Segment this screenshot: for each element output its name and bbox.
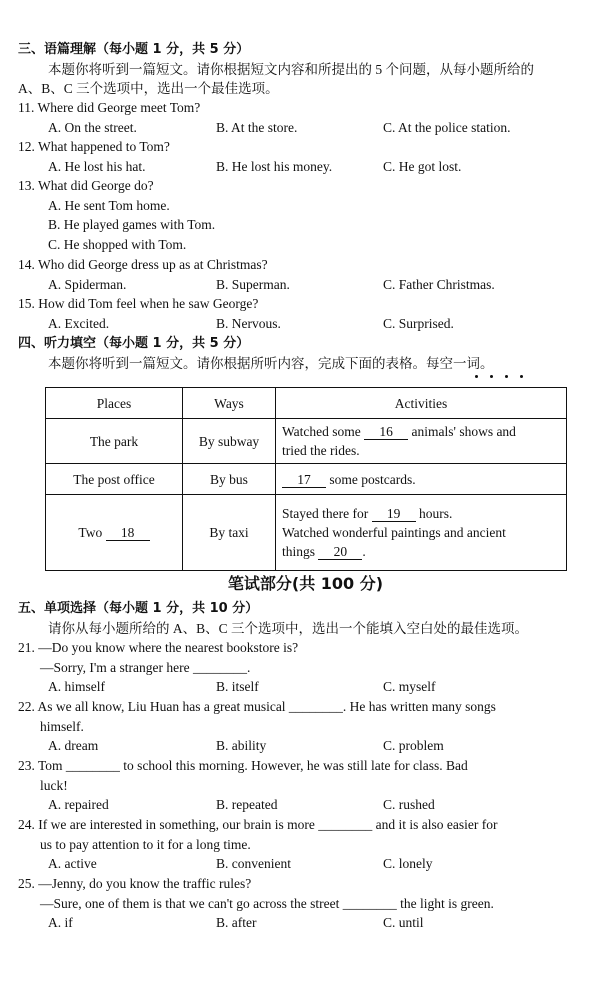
option-c: C. until [383,915,424,930]
blank-19[interactable]: 19 [372,507,416,522]
place-cell: The park [46,419,183,464]
place-text: Two [78,525,103,540]
blank-16[interactable]: 16 [364,425,408,440]
section5-instruction: 请你从每小题所给的 A、B、C 三个选项中，选出一个能填入空白处的最佳选项。 [48,621,529,636]
option-a: A. active [48,856,97,871]
option-c: C. lonely [383,856,433,871]
option-a: A. He sent Tom home. [48,198,170,213]
option-a: A. if [48,915,73,930]
activity-cell [276,419,567,464]
question-22: 22. As we all know, Liu Huan has a great musical ________. He has written many songs [18,699,496,714]
section4-heading: 四、听力填空（每小题 1 分，共 5 分） [18,336,250,351]
way-cell: By subway [183,419,276,464]
option-b: B. itself [216,679,259,694]
way-cell: By taxi [183,495,276,571]
option-a: A. Excited. [48,316,110,331]
option-c: C. myself [383,679,436,694]
option-a: A. He lost his hat. [48,159,146,174]
option-a: A. repaired [48,797,109,812]
way-cell: By bus [183,464,276,495]
question-22-line2: himself. [40,719,84,734]
listening-table [45,387,567,571]
option-b: B. convenient [216,856,291,871]
option-c: C. rushed [383,797,435,812]
activity-text: . [362,544,366,559]
activity-text: hours. [418,506,453,521]
emphasis-dot [505,375,508,378]
activity-cell [276,495,567,571]
option-c: C. He got lost. [383,159,462,174]
question-12: 12. What happened to Tom? [18,139,170,154]
option-b: B. Superman. [216,277,290,292]
option-c: C. Surprised. [383,316,454,331]
emphasis-dot [520,375,523,378]
table-row [46,495,567,571]
header-places: Places [46,388,183,419]
section4-instruction: 本题你将听到一篇短文。请你根据所听内容，完成下面的表格。每空一词。 [48,356,494,371]
activity-text: Watched wonderful paintings and ancient [282,525,506,540]
place-cell: The post office [46,464,183,495]
option-c: C. He shopped with Tom. [48,237,187,252]
blank-17[interactable]: 17 [282,473,326,488]
activity-text: Watched some [282,424,361,439]
option-a: A. himself [48,679,105,694]
option-a: A. Spiderman. [48,277,127,292]
activity-text: things [282,544,316,559]
table-row [46,464,567,495]
emphasis-dot [490,375,493,378]
emphasis-dot [475,375,478,378]
question-24: 24. If we are interested in something, our brain is more ________ and it is also easier for [18,817,498,832]
option-a: A. On the street. [48,120,137,135]
activity-cell [276,464,567,495]
header-ways: Ways [183,388,276,419]
question-24-line2: us to pay attention to it for a long time. [40,837,251,852]
section3-instruction: A、B、C 三个选项中，选出一个最佳选项。 [18,81,279,96]
activity-text: Stayed there for [282,506,369,521]
activity-text: some postcards. [329,471,416,487]
option-b: B. after [216,915,257,930]
question-13: 13. What did George do? [18,178,154,193]
question-11: 11. Where did George meet Tom? [18,100,201,115]
blank-20[interactable]: 20 [318,545,362,560]
question-15: 15. How did Tom feel when he saw George? [18,296,259,311]
header-activities: Activities [276,388,567,419]
question-21: 21. —Do you know where the nearest bookstore is? [18,640,299,655]
option-c: C. At the police station. [383,120,511,135]
table-header-row [46,388,567,419]
blank-18[interactable]: 18 [106,526,150,541]
table-row [46,419,567,464]
option-c: C. Father Christmas. [383,277,495,292]
question-14: 14. Who did George dress up as at Christmas? [18,257,268,272]
written-part-title: 笔试部分(共 100 分) [227,574,384,593]
option-b: B. ability [216,738,267,753]
activity-text: tried the rides. [282,443,360,458]
section5-heading: 五、单项选择（每小题 1 分，共 10 分） [18,601,259,616]
option-b: B. He played games with Tom. [48,217,216,232]
option-a: A. dream [48,738,99,753]
option-b: B. repeated [216,797,278,812]
question-21-line2: —Sorry, I'm a stranger here ________. [40,660,251,675]
option-b: B. At the store. [216,120,298,135]
place-cell [46,495,183,571]
activity-text: animals' shows and [411,424,516,439]
section3-instruction: 本题你将听到一篇短文。请你根据短文内容和所提出的 5 个问题，从每小题所给的 [48,62,534,77]
question-23-line2: luck! [40,778,68,793]
section3-heading: 三、语篇理解（每小题 1 分，共 5 分） [18,42,250,57]
question-25: 25. —Jenny, do you know the traffic rules? [18,876,252,891]
option-c: C. problem [383,738,444,753]
option-b: B. He lost his money. [216,159,333,174]
question-23: 23. Tom ________ to school this morning. However, he was still late for class. Bad [18,758,468,773]
question-25-line2: —Sure, one of them is that we can't go across the street ________ the light is green. [40,896,494,911]
option-b: B. Nervous. [216,316,281,331]
